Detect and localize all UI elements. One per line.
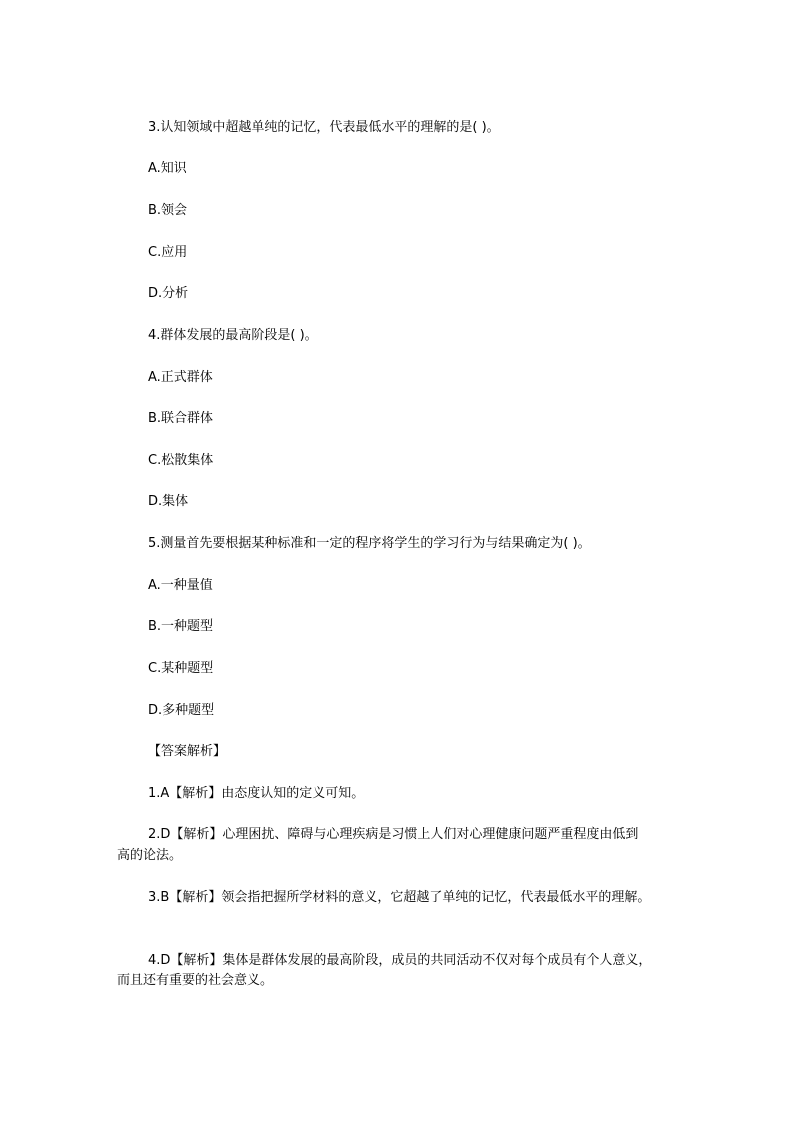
question-3-option-d: D.分析 [148, 286, 189, 301]
question-3-option-b: B.领会 [148, 203, 188, 218]
answer-4-line-1: 4.D【解析】集体是群体发展的最高阶段，成员的共同活动不仅对每个成员有个人意义， [148, 953, 652, 968]
answer-heading: 【答案解析】 [148, 744, 227, 759]
answer-1: 1.A【解析】由态度认知的定义可知。 [148, 786, 365, 801]
question-4-option-d: D.集体 [148, 494, 189, 509]
answer-3: 3.B【解析】领会指把握所学材料的意义，它超越了单纯的记忆，代表最低水平的理解。 [148, 890, 651, 905]
question-5-option-b: B.一种题型 [148, 619, 214, 634]
question-5-option-a: A.一种量值 [148, 578, 213, 593]
question-4-option-a: A.正式群体 [148, 370, 213, 385]
question-4-stem: 4.群体发展的最高阶段是( )。 [148, 328, 318, 343]
question-5-option-d: D.多种题型 [148, 703, 215, 718]
question-5-option-c: C.某种题型 [148, 661, 214, 676]
question-3-option-c: C.应用 [148, 245, 188, 260]
answer-4-line-2: 而且还有重要的社会意义。 [117, 973, 274, 988]
question-4-option-c: C.松散集体 [148, 453, 214, 468]
answer-2-line-2: 高的论法。 [117, 848, 183, 863]
question-4-option-b: B.联合群体 [148, 411, 214, 426]
answer-2-line-1: 2.D【解析】心理困扰、障碍与心理疾病是习惯上人们对心理健康问题严重程度由低到 [148, 827, 639, 842]
question-3-option-a: A.知识 [148, 161, 187, 176]
question-3-stem: 3.认知领域中超越单纯的记忆，代表最低水平的理解的是( )。 [148, 120, 500, 135]
question-5-stem: 5.测量首先要根据某种标准和一定的程序将学生的学习行为与结果确定为( )。 [148, 536, 591, 551]
